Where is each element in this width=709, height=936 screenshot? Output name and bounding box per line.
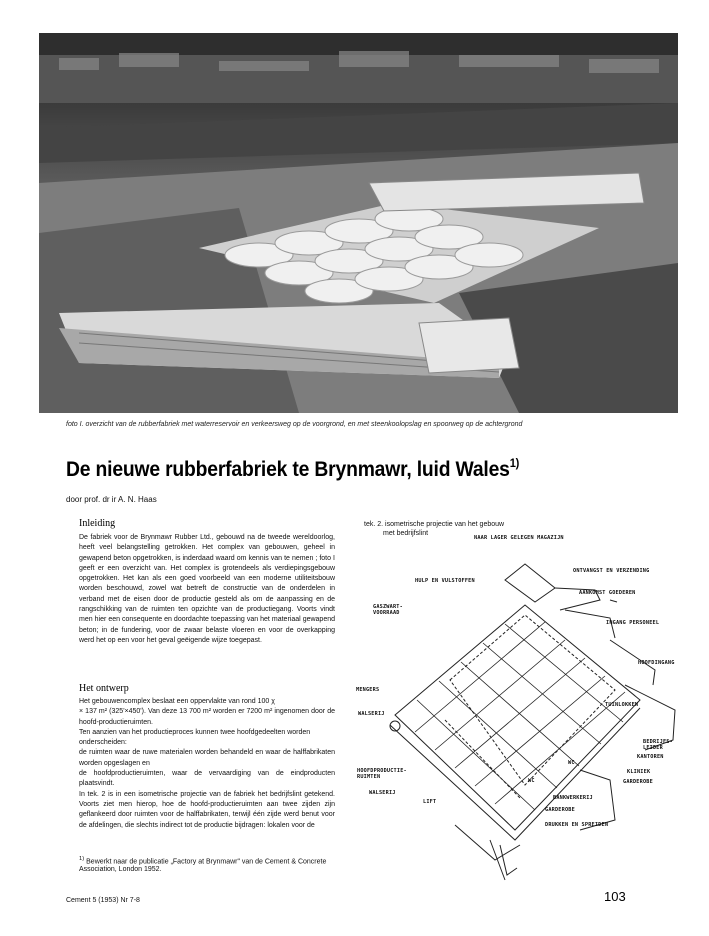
section-inleiding-body [79, 533, 335, 646]
figure-label: ONTVANGST EN VERZENDING [573, 568, 650, 574]
isometric-drawing [355, 535, 690, 885]
footnote-mark: 1) [79, 856, 85, 862]
footnote [79, 855, 337, 874]
figure-label: WALSERIJ [358, 711, 385, 717]
figure-label: KANTOREN [637, 754, 664, 760]
photo-caption: foto I. overzicht van de rubberfabriek met waterreservoir en verkeersweg op de voorgrond, en met steenkoolopslag en spoorweg op de achtergrond [66, 421, 523, 428]
figure-label: WALSERIJ [369, 790, 396, 796]
figure-label: GARDEROBE [623, 779, 653, 785]
figure-caption-line: tek. 2. isometrische projectie van het gebouw [364, 521, 505, 528]
figure-label: DRUKKEN EN SPREIDEN [545, 822, 609, 828]
figure-label: NAAR LAGER GELEGEN MAGAZIJN [474, 535, 564, 541]
article-title-text: De nieuwe rubberfabriek te Brynmawr, luid Wales [66, 458, 510, 481]
figure-label: AANKOMST GOEDEREN [579, 590, 636, 596]
paragraph: Ten aanzien van het productieproces kunnen twee hoofdgedeelten worden onderscheiden: [79, 728, 311, 747]
section-heading-inleiding: Inleiding [79, 518, 116, 529]
figure-label: KLINIEK [627, 769, 651, 775]
figure-label: HOOFDPRODUCTIE-RUIMTEN [357, 768, 407, 780]
article-author: door prof. dr ir A. N. Haas [66, 495, 157, 504]
paragraph: de ruimten waar de ruwe materialen worden behandeld en waar de halffabrikaten worden opgeslagen en [79, 749, 335, 767]
figure-label: GASZWART-VOORRAAD [373, 604, 403, 616]
title-footnote-mark: 1) [509, 456, 520, 470]
footnote-text: Bewerkt naar de publicatie „Factory at Brynmawr" van de Cement & Concrete Association, London 1952. [79, 858, 327, 874]
page-number: 103 [604, 889, 626, 904]
article-title [66, 458, 519, 482]
figure-label: TUINLOKKEN [605, 702, 639, 708]
figure-label: MENGERS [356, 687, 380, 693]
isometric-drawing-svg [355, 540, 690, 885]
figure-caption-line: met bedrijfslint [383, 530, 429, 537]
section-ontwerp-body [79, 697, 335, 831]
figure-label: WC [568, 760, 575, 766]
figure-label: WC [528, 778, 535, 784]
figure-label: HOOFDINGANG [638, 660, 675, 666]
paragraph: × 137 m² (325'×450'). Van deze 13 700 m² worden er 7200 m² ingenomen door de hoofd-productieruimten. [79, 708, 335, 726]
figure-label: INGANG PERSONEEL [606, 620, 660, 626]
figure-label: BEDRIJFS-LEIDER [643, 739, 673, 751]
figure-label: LIFT [423, 799, 437, 805]
journal-footer: Cement 5 (1953) Nr 7-8 [66, 897, 140, 904]
paragraph: de hoofdproductieruimten, waar de vervaardiging van de eindproducten plaatsvindt. [79, 770, 335, 788]
figure-label: GARDEROBE [545, 807, 575, 813]
factory-photo [39, 33, 678, 413]
paragraph: Het gebouwencomplex beslaat een oppervlakte van rond 100 χ [79, 698, 275, 705]
figure-label: BANKWERKERIJ [553, 795, 593, 801]
paragraph: De fabriek voor de Brynmawr Rubber Ltd., gebouwd na de tweede wereldoorlog, heeft veel belangstelling getrokken. Het complex van gebouwen, geheel in gewapend beton opgetrokken, is inderdaad waard om kennis van te nemen ; foto I geeft er een overzicht van. Het complex is grotendeels als verdiepingsgebouw opgetrokken. Het kan als een goed voorbeeld van een moderne utiliteitsbouw worden beschouwd, zowel wat betreft de constructie van de onderdelen in verband met de eisen door de productie gesteld als om de aanpassing en de rangschikking van de ruimten ten opzichte van de productiegang. Voorts vindt men hier een consequente en doordachte toepassing van het materiaal gewapend beton; in de fundering, voor de zwaar belaste vloeren en voor de overkapping werd het op een voor het geval geëigende wijze toegepast. [79, 534, 335, 644]
paragraph: In tek. 2 is in een isometrische projectie van de fabriek het bedrijfslint getekend. Voorts ziet men hierop, hoe de hoofd-productieruimten aan twee zijden zijn geflankeerd door ruimten voor de halffabrikaten, terwijl één zijde werd benut voor de afdelingen, die slechts indirect tot de productie bijdragen: lokalen voor de [79, 790, 335, 829]
section-heading-ontwerp: Het ontwerp [79, 683, 129, 694]
figure-label: HULP EN VULSTOFFEN [415, 578, 475, 584]
